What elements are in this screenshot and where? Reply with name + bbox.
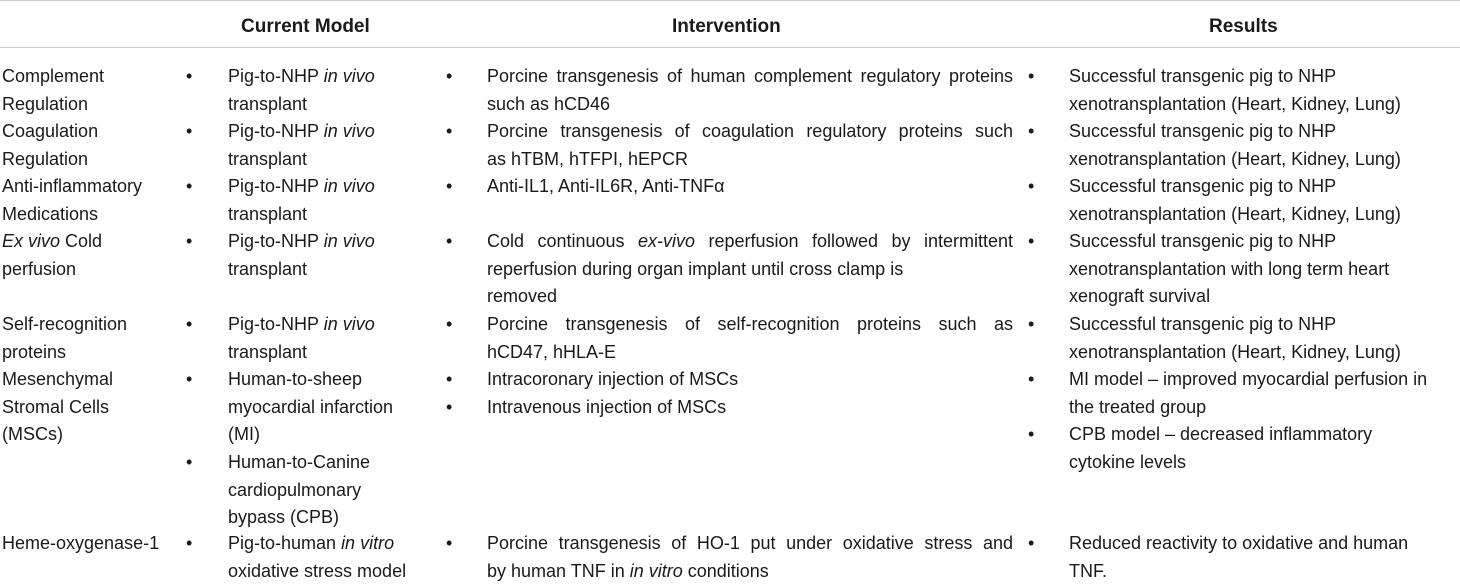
row-results: CPB model – decreased inflammatory cytokine levels xyxy=(1069,424,1373,472)
row-intervention: Cold continuous ex-vivo reperfusion followed by intermittent reperfusion during organ implant until cross clamp is removed xyxy=(487,231,1013,307)
row-intervention: Intracoronary injection of MSCs xyxy=(487,369,739,389)
row-intervention: Porcine transgenesis of human complement regulatory proteins such as hCD46 xyxy=(487,66,1013,114)
bullet: • xyxy=(1028,66,1035,86)
bullet: • xyxy=(446,121,453,141)
row-category: Anti-inflammatory Medications xyxy=(2,176,143,224)
row-model: Pig-to-NHP in vivo transplant xyxy=(228,121,375,169)
table-top-rule xyxy=(0,0,1460,1)
bullet: • xyxy=(186,121,193,141)
row-model: Pig-to-NHP in vivo transplant xyxy=(228,231,375,279)
row-category: Heme-oxygenase-1 xyxy=(2,533,160,553)
row-intervention: Intravenous injection of MSCs xyxy=(487,397,727,417)
row-category: Coagulation Regulation xyxy=(2,121,99,169)
row-model: Pig-to-NHP in vivo transplant xyxy=(228,176,375,224)
row-results: Reduced reactivity to oxidative and human TNF. xyxy=(1069,533,1409,581)
row-model: Human-to-Canine cardiopulmonary bypass (CPB) xyxy=(228,452,371,528)
row-intervention: Porcine transgenesis of HO-1 put under oxidative stress and by human TNF in in vitro conditions xyxy=(487,533,1013,581)
row-results: Successful transgenic pig to NHP xenotransplantation with long term heart xenograft survival xyxy=(1069,231,1390,307)
bullet: • xyxy=(1028,121,1035,141)
bullet: • xyxy=(186,369,193,389)
bullet: • xyxy=(446,231,453,251)
row-category: Ex vivo Cold perfusion xyxy=(2,231,103,279)
row-results: Successful transgenic pig to NHP xenotransplantation (Heart, Kidney, Lung) xyxy=(1069,121,1401,169)
bullet: • xyxy=(186,452,193,472)
row-intervention: Porcine transgenesis of coagulation regulatory proteins such as hTBM, hTFPI, hEPCR xyxy=(487,121,1013,169)
bullet: • xyxy=(1028,176,1035,196)
header-rule xyxy=(0,47,1460,48)
bullet: • xyxy=(1028,424,1035,444)
row-results: Successful transgenic pig to NHP xenotransplantation (Heart, Kidney, Lung) xyxy=(1069,176,1401,224)
bullet: • xyxy=(186,314,193,334)
bullet: • xyxy=(186,533,193,553)
row-model: Human-to-sheep myocardial infarction (MI) xyxy=(228,369,394,445)
row-intervention: Anti-IL1, Anti-IL6R, Anti-TNFα xyxy=(487,176,725,196)
bullet: • xyxy=(446,314,453,334)
row-results: Successful transgenic pig to NHP xenotransplantation (Heart, Kidney, Lung) xyxy=(1069,66,1401,114)
bullet: • xyxy=(446,533,453,553)
bullet: • xyxy=(1028,533,1035,553)
row-intervention: Porcine transgenesis of self-recognition proteins such as hCD47, hHLA-E xyxy=(487,314,1013,362)
header-results: Results xyxy=(1209,16,1278,37)
row-model: Pig-to-NHP in vivo transplant xyxy=(228,66,375,114)
row-model: Pig-to-NHP in vivo transplant xyxy=(228,314,375,362)
row-model: Pig-to-human in vitro oxidative stress model xyxy=(228,533,407,581)
row-results: MI model – improved myocardial perfusion in the treated group xyxy=(1069,369,1428,417)
row-results: Successful transgenic pig to NHP xenotransplantation (Heart, Kidney, Lung) xyxy=(1069,314,1401,362)
bullet: • xyxy=(1028,369,1035,389)
bullet: • xyxy=(446,176,453,196)
bullet: • xyxy=(446,66,453,86)
bullet: • xyxy=(186,231,193,251)
bullet: • xyxy=(1028,314,1035,334)
bullet: • xyxy=(446,397,453,417)
header-current-model: Current Model xyxy=(241,16,370,37)
row-category: Self-recognition proteins xyxy=(2,314,128,362)
bullet: • xyxy=(446,369,453,389)
header-intervention: Intervention xyxy=(672,16,781,37)
bullet: • xyxy=(186,66,193,86)
row-category: Complement Regulation xyxy=(2,66,105,114)
row-category: Mesenchymal Stromal Cells (MSCs) xyxy=(2,369,114,445)
bullet: • xyxy=(186,176,193,196)
bullet: • xyxy=(1028,231,1035,251)
